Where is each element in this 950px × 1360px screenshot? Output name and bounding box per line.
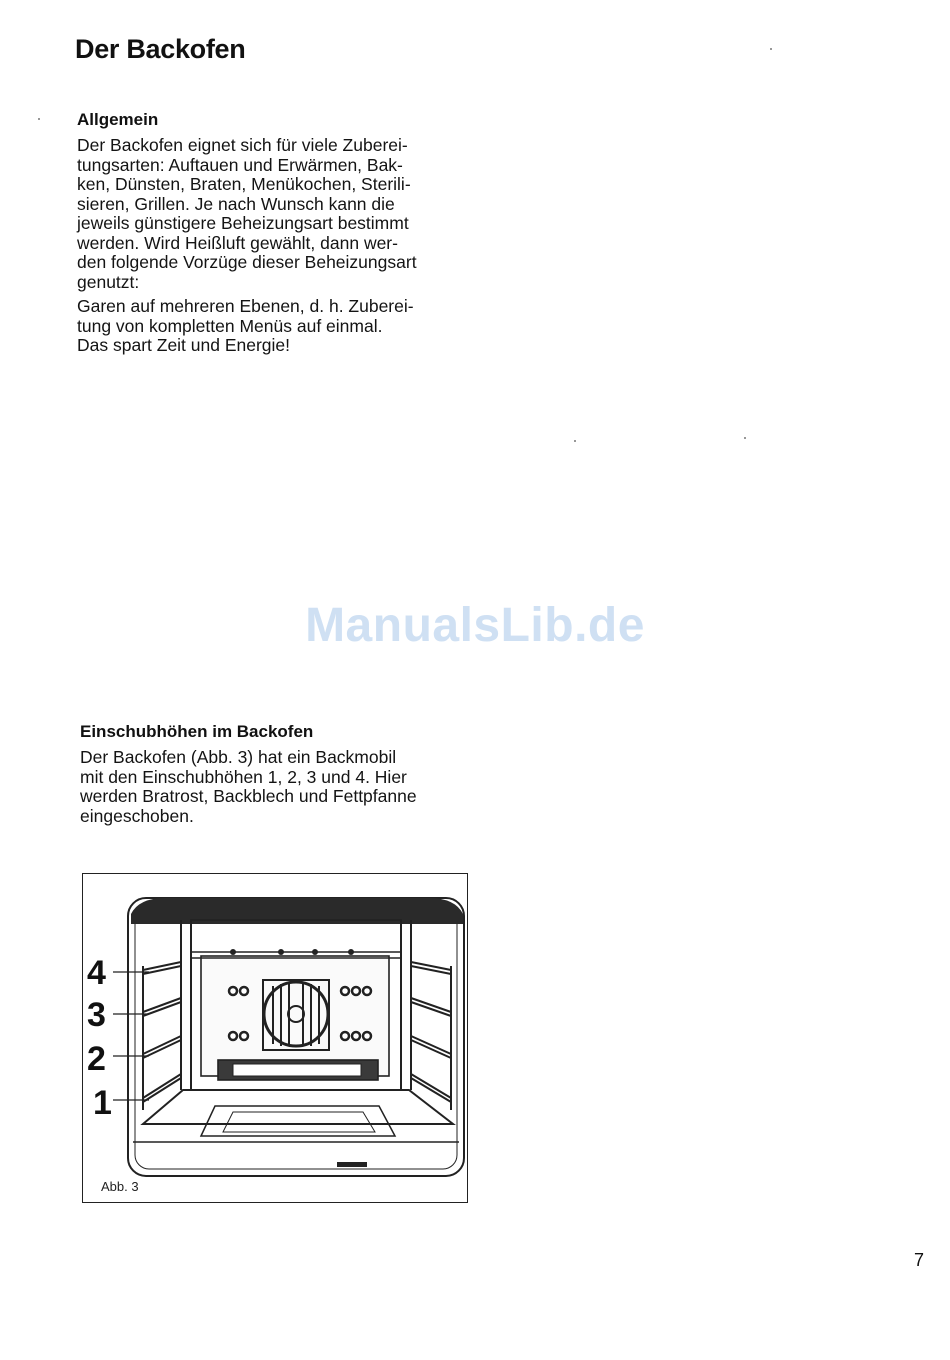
scan-speck — [770, 48, 772, 50]
scan-speck — [744, 437, 746, 439]
scan-speck — [574, 440, 576, 442]
figure-caption: Abb. 3 — [101, 1179, 139, 1194]
shelf-label-1: 1 — [93, 1084, 112, 1122]
paragraph-general-benefits: Garen auf mehreren Ebenen, d. h. Zuberei- tung von kompletten Menüs auf einmal. Das spart Zeit und Energie! — [77, 296, 414, 355]
paragraph-general-intro: Der Backofen eignet sich für viele Zuberei- tungsarten: Auftauen und Erwärmen, Bak- ken, Dünsten, Braten, Menükochen, Sterili- sieren, Grillen. Je nach Wunsch kann die jeweils günstigere Beheizungsart bestimmt werden. Wird Heißluft gewählt, dann wer- den folgende Vorzüge dieser Beheizungsart genutzt: — [77, 135, 417, 292]
paragraph-shelves: Der Backofen (Abb. 3) hat ein Backmobil mit den Einschubhöhen 1, 2, 3 und 4. Hier werden Bratrost, Backblech und Fettpfanne eingeschoben. — [80, 747, 417, 826]
oven-figure — [82, 873, 468, 1203]
page-title: Der Backofen — [75, 34, 246, 64]
oven-interior-illustration — [83, 874, 469, 1204]
watermark: ManualsLib.de — [305, 599, 645, 652]
scan-speck — [38, 118, 40, 120]
shelf-label-3: 3 — [87, 996, 106, 1034]
page-number: 7 — [913, 1250, 924, 1270]
shelf-label-2: 2 — [87, 1040, 106, 1078]
section-heading-allgemein: Allgemein — [77, 110, 159, 129]
shelf-label-4: 4 — [87, 954, 106, 992]
section-heading-einschubhoehen: Einschubhöhen im Backofen — [80, 722, 314, 741]
